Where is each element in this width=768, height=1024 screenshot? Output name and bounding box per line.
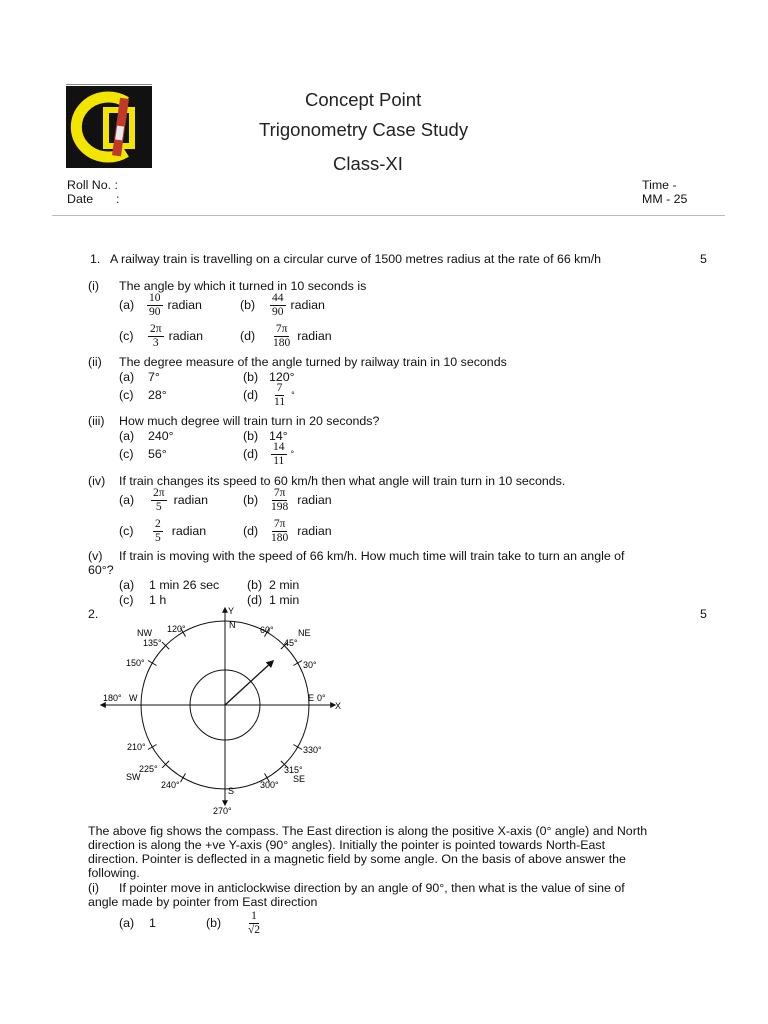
deg-180-label: 180° — [103, 693, 122, 703]
se-label: SE — [293, 774, 306, 784]
option-value: 1 — [149, 916, 156, 930]
compass-figure — [95, 605, 355, 815]
option-unit: radian — [171, 524, 207, 538]
compass-tick — [148, 661, 157, 666]
option-label: (b) — [243, 370, 259, 384]
deg-150-label: 150° — [126, 658, 145, 668]
deg-240-label: 240° — [161, 780, 180, 790]
q1-part-text: How much degree will train turn in 20 seconds? — [119, 414, 380, 428]
sw-label: SW — [126, 772, 141, 782]
compass-tick — [293, 745, 302, 750]
option-value: 1 min — [269, 593, 300, 607]
option-unit: radian — [297, 329, 332, 343]
q2-paragraph-line: The above fig shows the compass. The East direction is along the positive X-axis (0° angle) and North — [88, 824, 648, 838]
degree-sign: ° — [290, 449, 295, 459]
option-label: (b) — [243, 493, 259, 507]
option-label: (c) — [119, 524, 134, 538]
compass-tick — [293, 661, 302, 666]
west-label: W — [129, 693, 138, 703]
roll-label: Roll No. : — [67, 178, 118, 192]
option-label: (a) — [119, 370, 135, 384]
option-label: (d) — [243, 388, 259, 402]
compass-tick — [148, 745, 157, 750]
deg-120-label: 120° — [167, 624, 186, 634]
paper-subject: Trigonometry Case Study — [259, 119, 469, 140]
option-label: (a) — [119, 578, 135, 592]
nw-label: NW — [137, 628, 152, 638]
q2-number: 2. — [88, 607, 99, 621]
y-axis-label: Y — [228, 606, 235, 616]
q1-part-text: The angle by which it turned in 10 seconds is — [119, 279, 367, 293]
q1-part-text: If train changes its speed to 60 km/h then what angle will train turn in 10 seconds. — [119, 474, 566, 488]
option-value: 240° — [148, 429, 174, 443]
deg-315-label: 315° — [284, 765, 303, 775]
deg-45-label: 45° — [284, 638, 298, 648]
q1-part-label: (i) — [88, 279, 100, 293]
q2-marks: 5 — [700, 607, 707, 621]
q2-paragraph-line: following. — [88, 866, 140, 880]
option-label: (b) — [247, 578, 263, 592]
option-unit: radian — [290, 298, 325, 312]
q1-part-label: (iii) — [88, 414, 105, 428]
q2-sub-text: If pointer move in anticlockwise direction by an angle of 90°, then what is the value of sine of — [119, 881, 625, 895]
ne-label: NE — [298, 628, 311, 638]
east-label: E — [308, 693, 315, 703]
deg-225-label: 225° — [139, 764, 158, 774]
option-label: (a) — [119, 493, 135, 507]
deg-60-label: 60° — [260, 625, 274, 635]
option-label: (a) — [119, 429, 135, 443]
q1-part-text: If train is moving with the speed of 66 km/h. How much time will train take to turn an angle of — [119, 549, 625, 563]
option-label: (a) — [119, 916, 135, 930]
fraction: $\frac{7\pi}{180}$ — [273, 322, 291, 349]
option-value: 1 h — [149, 593, 167, 607]
q1-part-text-cont: 60°? — [88, 563, 114, 577]
option-unit: radian — [173, 493, 209, 507]
fraction: $\frac{44}{90}$ — [272, 291, 284, 318]
q1-marks: 5 — [700, 252, 707, 266]
fraction: $\frac{7\pi}{180}$ — [271, 517, 289, 544]
fraction: $\frac{7\pi}{198}$ — [271, 486, 289, 513]
q1-part-text: The degree measure of the angle turned by railway train in 10 seconds — [119, 355, 507, 369]
option-unit: radian — [167, 298, 202, 312]
max-marks: MM - 25 — [642, 192, 688, 206]
option-value: 120° — [269, 370, 295, 384]
option-label: (c) — [119, 329, 134, 343]
option-label: (d) — [243, 524, 259, 538]
date-label: Date — [67, 192, 94, 206]
fraction: $\frac{7}{11}$ — [274, 381, 286, 408]
fraction: $\frac{1}{√2}$ — [248, 909, 261, 936]
deg-300-label: 300° — [260, 780, 279, 790]
deg-0-label: 0° — [317, 693, 326, 703]
deg-30-label: 30° — [303, 660, 317, 670]
option-value: 56° — [148, 447, 167, 461]
compass-tick — [181, 773, 186, 782]
option-label: (c) — [119, 593, 134, 607]
option-value: 1 min 26 sec — [149, 578, 220, 592]
option-label: (b) — [240, 298, 256, 312]
south-label: S — [228, 786, 235, 796]
degree-sign: ° — [291, 390, 295, 400]
institute-name: Concept Point — [305, 89, 422, 110]
fraction: $\frac{2}{5}$ — [155, 517, 161, 544]
q2-sub-label: (i) — [88, 881, 100, 895]
option-label: (a) — [119, 298, 135, 312]
option-value: 28° — [148, 388, 167, 402]
q2-paragraph-line: direction is along the +ve Y-axis (90° angles). Initially the pointer is pointed towards North-East — [88, 838, 606, 852]
pointer-arrow — [225, 661, 273, 705]
option-label: (d) — [240, 329, 256, 343]
logo — [66, 86, 152, 168]
option-label: (c) — [119, 447, 134, 461]
q1-number: 1. — [90, 252, 101, 266]
q2-paragraph-line: direction. Pointer is deflected in a magnetic field by some angle. On the basis of above answer the — [88, 852, 626, 866]
option-label: (d) — [247, 593, 263, 607]
deg-270-label: 270° — [213, 806, 232, 815]
q1-part-label: (ii) — [88, 355, 102, 369]
deg-330-label: 330° — [303, 745, 322, 755]
option-unit: radian — [297, 524, 332, 538]
option-unit: radian — [297, 493, 332, 507]
option-value: 2 min — [269, 578, 300, 592]
option-label: (c) — [119, 388, 134, 402]
fraction: $\frac{2\pi}{5}$ — [153, 486, 165, 513]
option-label: (b) — [243, 429, 259, 443]
north-label: N — [229, 620, 236, 630]
q2-sub-text-cont: angle made by pointer from East direction — [88, 895, 318, 909]
q1-part-label: (iv) — [88, 474, 106, 488]
option-unit: radian — [168, 329, 204, 343]
header-divider — [52, 215, 725, 216]
deg-210-label: 210° — [127, 742, 146, 752]
class-label: Class-XI — [333, 153, 403, 174]
logo-graphic — [66, 86, 152, 168]
time-label: Time - — [642, 178, 677, 192]
option-label: (b) — [206, 916, 222, 930]
fraction: $\frac{14}{11}$ — [273, 440, 285, 467]
header-rule-top — [66, 84, 152, 85]
option-value: 14° — [269, 429, 288, 443]
fraction: $\frac{2\pi}{3}$ — [150, 322, 162, 349]
option-value: 7° — [148, 370, 160, 384]
q1-part-label: (v) — [88, 549, 103, 563]
x-axis-label: X — [335, 701, 342, 711]
date-colon: : — [116, 192, 120, 206]
option-label: (d) — [243, 447, 259, 461]
q1-text: A railway train is travelling on a circular curve of 1500 metres radius at the rate of 66 km/h — [110, 252, 602, 266]
fraction: $\frac{10}{90}$ — [149, 291, 161, 318]
deg-135-label: 135° — [143, 638, 162, 648]
